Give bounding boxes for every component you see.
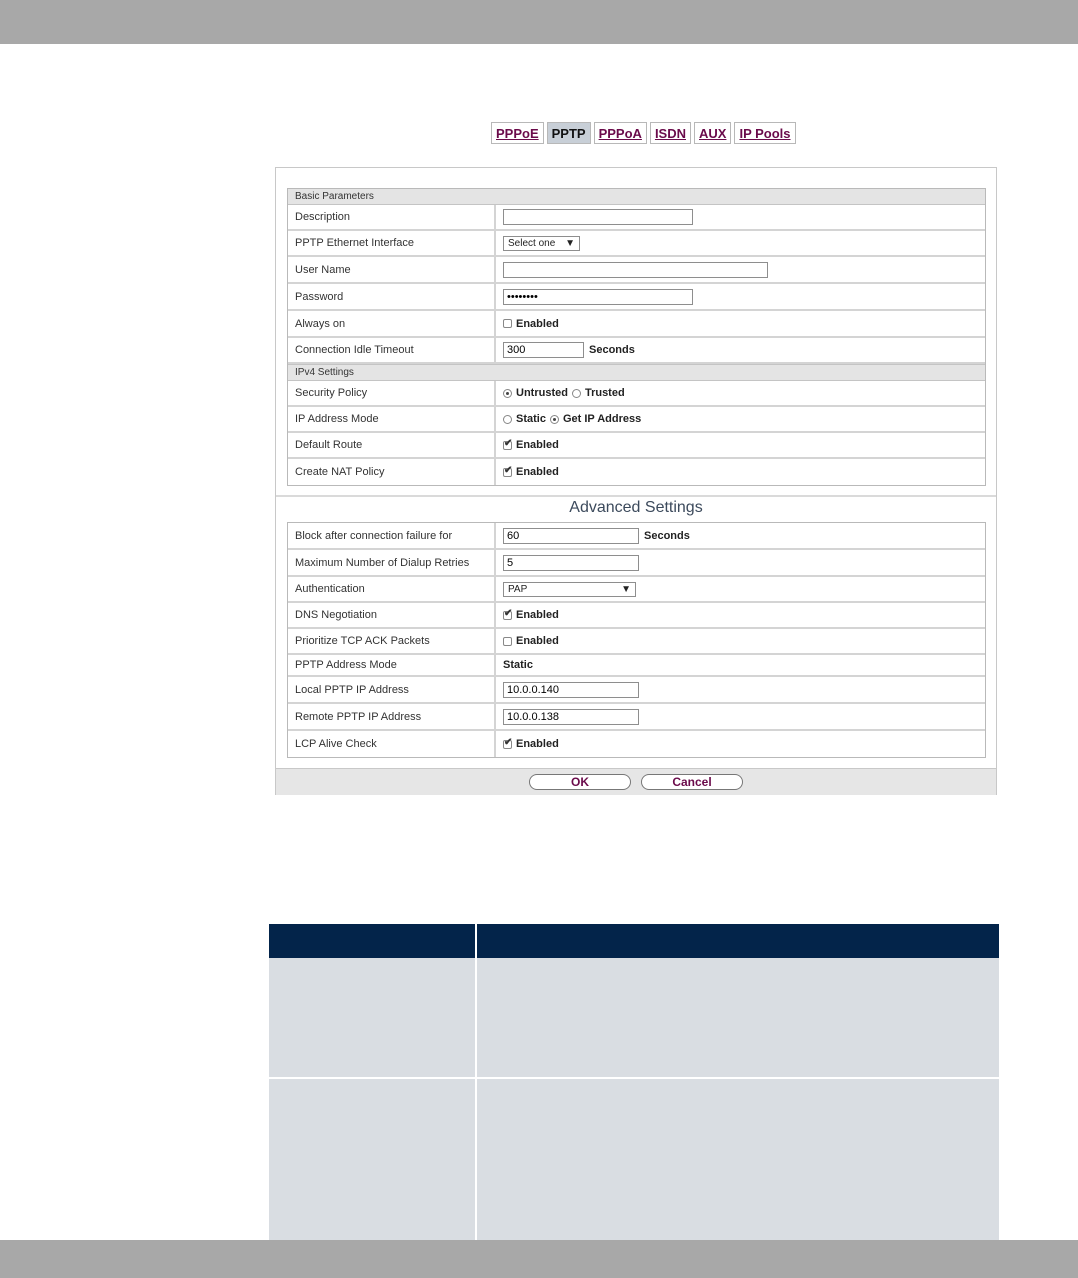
pptp-address-mode-label: PPTP Address Mode xyxy=(288,655,496,675)
ethernet-interface-select[interactable] xyxy=(503,236,580,251)
tab-pppoe[interactable]: PPPoE xyxy=(491,122,544,144)
password-input[interactable] xyxy=(503,289,693,305)
authentication-select[interactable] xyxy=(503,582,636,597)
advanced-settings-title: Advanced Settings xyxy=(276,495,996,517)
create-nat-policy-row xyxy=(288,459,985,485)
untrusted-option: Untrusted xyxy=(516,387,568,399)
tab-pppoa[interactable]: PPPoA xyxy=(594,122,647,144)
chevron-down-icon: ▼ xyxy=(565,237,575,249)
table-cell xyxy=(477,958,999,1077)
dns-negotiation-checkbox[interactable] xyxy=(503,611,512,620)
form-footer xyxy=(276,768,996,795)
chevron-down-icon: ▼ xyxy=(621,583,631,595)
idle-timeout-unit: Seconds xyxy=(589,344,635,356)
always-on-option: Enabled xyxy=(516,317,559,330)
create-nat-policy-label: Create NAT Policy xyxy=(288,459,496,485)
prioritize-tcp-ack-label: Prioritize TCP ACK Packets xyxy=(288,629,496,653)
table-row xyxy=(269,1079,999,1240)
basic-settings-box xyxy=(287,188,986,486)
lcp-alive-check-label: LCP Alive Check xyxy=(288,731,496,757)
lcp-alive-check-checkbox[interactable] xyxy=(503,740,512,749)
max-dialup-retries-label: Maximum Number of Dialup Retries xyxy=(288,550,496,575)
tab-bar xyxy=(491,122,796,144)
create-nat-policy-option: Enabled xyxy=(516,466,559,478)
ipv4-settings-header: IPv4 Settings xyxy=(288,364,985,381)
user-name-label: User Name xyxy=(288,257,496,282)
block-after-failure-input[interactable] xyxy=(503,528,639,544)
max-dialup-retries-input[interactable] xyxy=(503,555,639,571)
local-ip-input[interactable] xyxy=(503,682,639,698)
prioritize-tcp-ack-row xyxy=(288,629,985,655)
tab-isdn[interactable]: ISDN xyxy=(650,122,691,144)
security-policy-row xyxy=(288,381,985,407)
authentication-value: PAP xyxy=(508,583,528,595)
user-name-input[interactable] xyxy=(503,262,768,278)
prioritize-tcp-ack-checkbox[interactable] xyxy=(503,637,512,646)
description-row xyxy=(288,205,985,231)
idle-timeout-input[interactable] xyxy=(503,342,584,358)
static-radio[interactable] xyxy=(503,415,512,424)
pptp-address-mode-row xyxy=(288,655,985,677)
page-footer-bar xyxy=(0,1240,1078,1278)
trusted-radio[interactable] xyxy=(572,389,581,398)
cancel-button[interactable]: Cancel xyxy=(641,774,743,790)
ethernet-interface-label: PPTP Ethernet Interface xyxy=(288,231,496,255)
block-after-failure-unit: Seconds xyxy=(644,529,690,542)
dns-negotiation-option: Enabled xyxy=(516,609,559,621)
description-label: Description xyxy=(288,205,496,229)
always-on-checkbox[interactable] xyxy=(503,319,512,328)
default-route-row xyxy=(288,433,985,459)
trusted-option: Trusted xyxy=(584,387,625,399)
idle-timeout-label: Connection Idle Timeout xyxy=(288,338,496,362)
advanced-settings-box xyxy=(287,522,986,758)
table-header-cell xyxy=(269,924,477,958)
max-dialup-retries-row xyxy=(288,550,985,577)
authentication-label: Authentication xyxy=(288,577,496,601)
description-input[interactable] xyxy=(503,209,693,225)
local-ip-row xyxy=(288,677,985,704)
basic-parameters-header: Basic Parameters xyxy=(288,189,985,205)
ip-address-mode-row xyxy=(288,407,985,433)
ip-address-mode-label: IP Address Mode xyxy=(288,407,496,431)
idle-timeout-row xyxy=(288,338,985,364)
ok-button[interactable]: OK xyxy=(529,774,631,790)
block-after-failure-label: Block after connection failure for xyxy=(288,523,496,548)
local-ip-label: Local PPTP IP Address xyxy=(288,677,496,702)
table-cell xyxy=(477,1079,999,1240)
always-on-row xyxy=(288,311,985,338)
pptp-settings-panel xyxy=(275,167,997,795)
tab-ip-pools[interactable]: IP Pools xyxy=(734,122,795,144)
static-option: Static xyxy=(516,413,546,425)
pptp-address-mode-value: Static xyxy=(503,659,533,671)
block-after-failure-row xyxy=(288,523,985,550)
ethernet-interface-value: Select one xyxy=(508,237,556,249)
table-cell xyxy=(269,1079,477,1240)
get-ip-address-option: Get IP Address xyxy=(562,413,642,425)
lcp-alive-check-row xyxy=(288,731,985,757)
table-cell xyxy=(269,958,477,1077)
tab-pptp[interactable]: PPTP xyxy=(547,122,591,144)
password-row xyxy=(288,284,985,311)
remote-ip-input[interactable] xyxy=(503,709,639,725)
description-table xyxy=(269,924,999,1240)
default-route-label: Default Route xyxy=(288,433,496,457)
dns-negotiation-row xyxy=(288,603,985,629)
security-policy-label: Security Policy xyxy=(288,381,496,405)
page-header-bar xyxy=(0,0,1078,44)
default-route-checkbox[interactable] xyxy=(503,441,512,450)
lcp-alive-check-option: Enabled xyxy=(516,738,559,750)
tab-aux[interactable]: AUX xyxy=(694,122,731,144)
authentication-row xyxy=(288,577,985,603)
remote-ip-label: Remote PPTP IP Address xyxy=(288,704,496,729)
table-row xyxy=(269,958,999,1079)
always-on-label: Always on xyxy=(288,311,496,336)
get-ip-address-radio[interactable] xyxy=(550,415,559,424)
user-name-row xyxy=(288,257,985,284)
default-route-option: Enabled xyxy=(516,439,559,451)
prioritize-tcp-ack-option: Enabled xyxy=(516,635,559,647)
untrusted-radio[interactable] xyxy=(503,389,512,398)
ethernet-interface-row xyxy=(288,231,985,257)
table-header xyxy=(269,924,999,958)
remote-ip-row xyxy=(288,704,985,731)
dns-negotiation-label: DNS Negotiation xyxy=(288,603,496,627)
create-nat-policy-checkbox[interactable] xyxy=(503,468,512,477)
password-label: Password xyxy=(288,284,496,309)
